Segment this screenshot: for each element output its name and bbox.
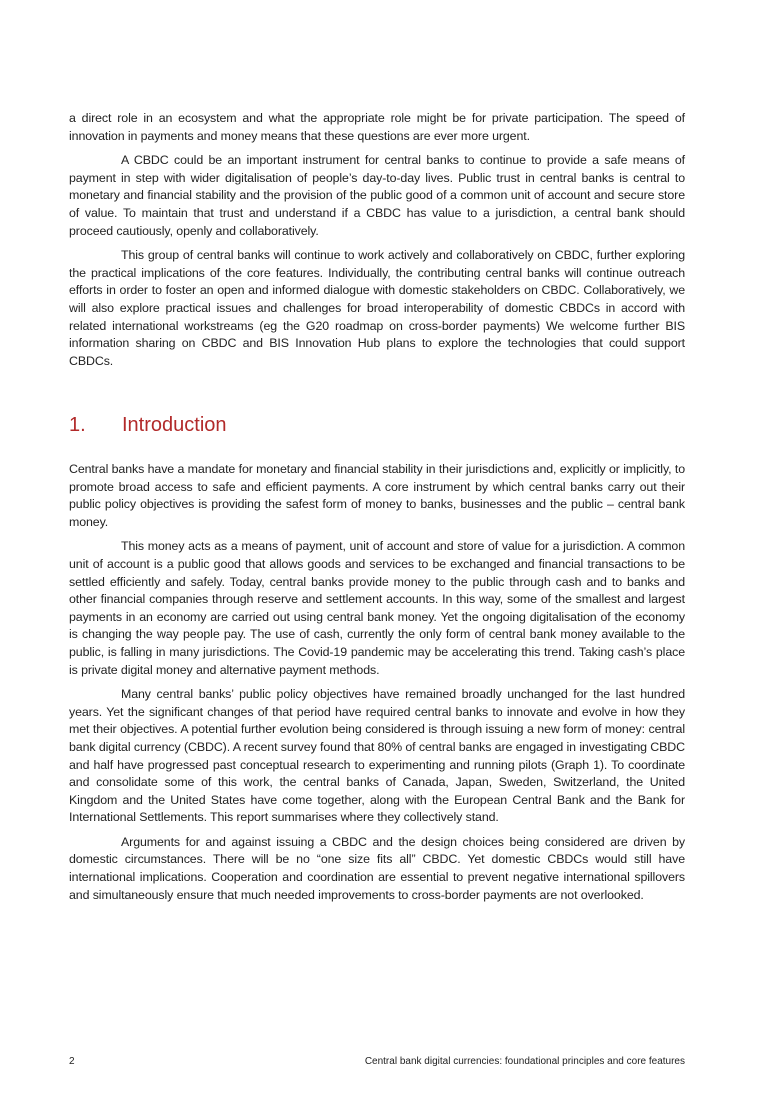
paragraph: a direct role in an ecosystem and what the appropriate role might be for private participation. The speed of innovation in payments and money means that these questions are ever more urgent. bbox=[69, 111, 685, 143]
paragraph: This group of central banks will continue to work actively and collaboratively on CBDC, further exploring the practical implications of the core features. Individually, the contributing central banks will continue outreach efforts in order to foster an open and informed dialogue with domestic stakeholders on CBDC. Collaboratively, we will also explore practical issues and challenges for broad interoperability of domestic CBDCs in accord with related international workstreams (eg the G20 roadmap on cross-border payments) We welcome further BIS information sharing on CBDC and BIS Innovation Hub plans to explore the technologies that could support CBDCs. bbox=[69, 248, 685, 368]
section-heading bbox=[69, 411, 227, 439]
paragraph: Arguments for and against issuing a CBDC and the design choices being considered are driven by domestic circumstances. There will be no “one size fits all” CBDC. Yet domestic CBDCs would still have international implications. Cooperation and coordination are essential to prevent negative international spillovers and simultaneously ensure that much needed improvements to cross-border payments are not overlooked. bbox=[69, 834, 685, 902]
paragraph: Many central banks’ public policy objectives have remained broadly unchanged for the last hundred years. Yet the significant changes of that period have required central banks to innovate and evolve in how they met their objectives. A potential further evolution being considered is through issuing a new form of money: central bank digital currency (CBDC). A recent survey found that 80% of central banks are engaged in investigating CBDC and half have progressed past conceptual research to experimenting and running pilots (Graph 1). To coordinate and consolidate some of this work, the central banks of Canada, Japan, Sweden, Switzerland, the United Kingdom and the United States have come together, along with the European Central Bank and the Bank for International Settlements. This report summarises where they collectively stand. bbox=[69, 687, 685, 825]
continued-section bbox=[69, 110, 685, 370]
section-number: 1. bbox=[69, 414, 86, 436]
paragraph: This money acts as a means of payment, unit of account and store of value for a jurisdiction. A common unit of account is a public good that allows goods and services to be exchanged and financial transactions to be settled efficiently and safely. Today, central banks provide money to the public through cash and to banks and other financial companies through reserve and settlement accounts. In this way, some of the smallest and largest payments in an economy are carried out using central bank money. Yet the ongoing digitalisation of the economy is changing the way people pay. The use of cash, currently the only form of central bank money available to the public, is falling in many jurisdictions. The Covid-19 pandemic may be accelerating this trend. Taking cash’s place is private digital money and alternative payment methods. bbox=[69, 539, 685, 677]
paragraph: A CBDC could be an important instrument for central banks to continue to provide a safe means of payment in step with wider digitalisation of people’s day-to-day lives. Public trust in central banks is central to monetary and financial stability and the provision of the public good of a common unit of account and secure store of value. To maintain that trust and understand if a CBDC has value to a jurisdiction, a central bank should proceed cautiously, openly and collaboratively. bbox=[69, 153, 685, 238]
paragraph: Central banks have a mandate for monetary and financial stability in their jurisdictions and, explicitly or implicitly, to promote broad access to safe and efficient payments. A core instrument by which central banks carry out their public policy objectives is providing the safest form of money to banks, businesses and the public – central bank money. bbox=[69, 462, 685, 529]
page-footer bbox=[69, 1055, 685, 1069]
running-title: Central bank digital currencies: foundational principles and core features bbox=[364, 1056, 685, 1067]
introduction-section bbox=[69, 461, 685, 904]
section-title: Introduction bbox=[122, 414, 227, 436]
page-number: 2 bbox=[69, 1056, 75, 1067]
